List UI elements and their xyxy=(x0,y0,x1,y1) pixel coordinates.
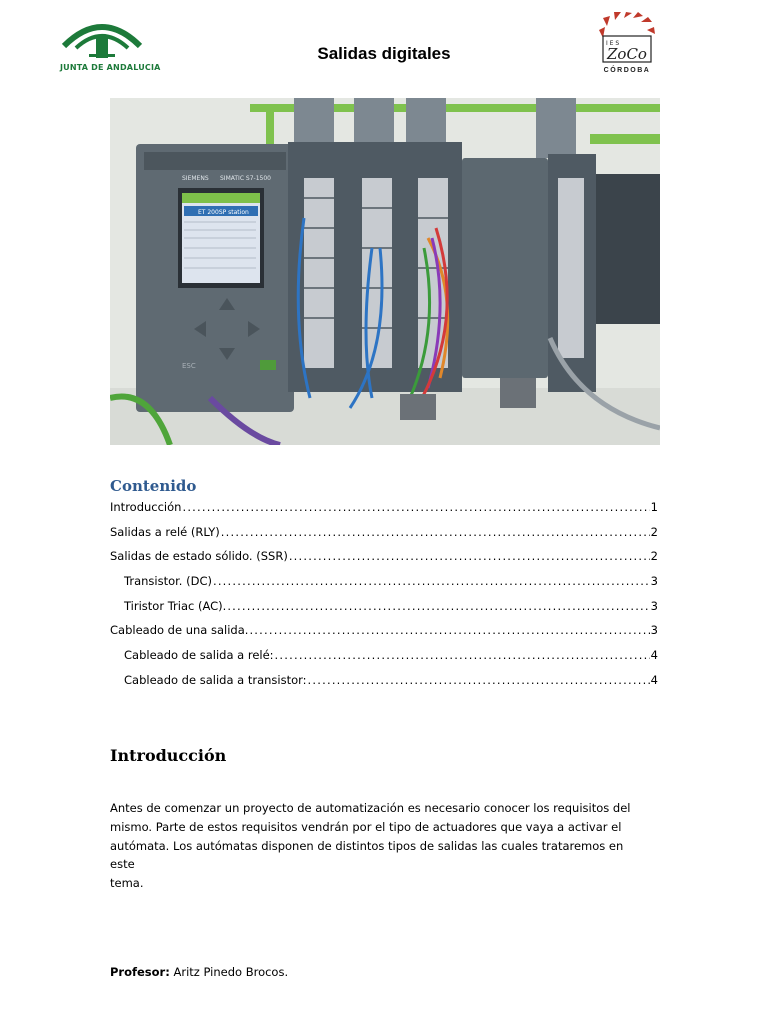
toc-entry-text: Introducción xyxy=(110,500,182,514)
toc-entry-text: Cableado de una salida. xyxy=(110,623,249,638)
toc-leader xyxy=(289,549,650,563)
intro-paragraph xyxy=(110,799,650,893)
toc-entry-text: Tiristor Triac (AC). xyxy=(124,598,227,613)
table-of-contents xyxy=(110,500,658,698)
toc-entry-text: Salidas a relé (RLY) xyxy=(110,524,220,539)
toc-leader xyxy=(308,673,650,687)
toc-entry[interactable] xyxy=(110,599,658,624)
toc-entry[interactable] xyxy=(110,623,658,648)
junta-logo-text: JUNTA DE ANDALUCIA xyxy=(60,63,161,72)
toc-entry-text: Cableado de salida a transistor: xyxy=(124,672,307,687)
toc-entry-page: 1 xyxy=(650,500,658,514)
toc-entry[interactable] xyxy=(110,549,658,574)
toc-entry-page: 3 xyxy=(650,574,658,589)
screen-text: ET 200SP station xyxy=(198,209,249,216)
intro-line: Antes de comenzar un proyecto de automatización es necesario conocer los requisitos del xyxy=(110,801,631,815)
toc-entry-page: 3 xyxy=(650,598,658,613)
toc-leader xyxy=(249,623,649,637)
footer-label: Profesor: xyxy=(110,965,170,979)
toc-leader xyxy=(275,648,650,662)
plc-illustration xyxy=(110,98,660,445)
intro-line: tema. xyxy=(110,876,144,891)
toc-entry-page: 3 xyxy=(650,623,658,638)
toc-entry-page: 2 xyxy=(650,549,658,564)
footer-author: Aritz Pinedo Brocos. xyxy=(173,965,289,979)
toc-entry-page: 2 xyxy=(650,524,658,539)
toc-entry[interactable] xyxy=(110,648,658,673)
model-text: SIMATIC S7-1500 xyxy=(220,175,271,182)
svg-text:I E S: I E S xyxy=(606,40,620,47)
toc-leader xyxy=(221,525,650,539)
footer xyxy=(110,965,288,979)
toc-entry[interactable] xyxy=(110,673,658,698)
toc-entry-text: Transistor. (DC) xyxy=(124,574,212,589)
toc-entry[interactable] xyxy=(110,574,658,599)
intro-line: autómata. Los autómatas disponen de distintos tipos de salidas las cuales trataremos en este xyxy=(110,838,624,872)
toc-heading: Contenido xyxy=(110,477,197,495)
toc-entry[interactable] xyxy=(110,500,658,525)
ies-city-text: CÓRDOBA xyxy=(603,67,651,74)
brand-text: SIEMENS xyxy=(182,175,209,182)
intro-line: mismo. Parte de estos requisitos vendrán por el tipo de actuadores que vaya a activar el xyxy=(110,819,622,834)
toc-leader xyxy=(227,599,649,613)
zoco-emblem-icon xyxy=(597,12,657,68)
toc-leader xyxy=(182,500,649,514)
toc-leader xyxy=(213,574,650,588)
toc-entry[interactable] xyxy=(110,525,658,550)
plc-photo xyxy=(110,98,660,445)
toc-entry-text: Salidas de estado sólido. (SSR) xyxy=(110,549,288,564)
esc-key-text: ESC xyxy=(182,362,196,370)
toc-entry-text: Cableado de salida a relé: xyxy=(124,648,274,663)
page-title: Salidas digitales xyxy=(317,44,451,63)
toc-entry-page: 4 xyxy=(650,672,658,687)
ies-zoco-logo xyxy=(597,12,657,76)
svg-text:ZoCo: ZoCo xyxy=(607,45,647,63)
intro-heading: Introducción xyxy=(110,746,227,765)
toc-entry-page: 4 xyxy=(650,648,658,663)
